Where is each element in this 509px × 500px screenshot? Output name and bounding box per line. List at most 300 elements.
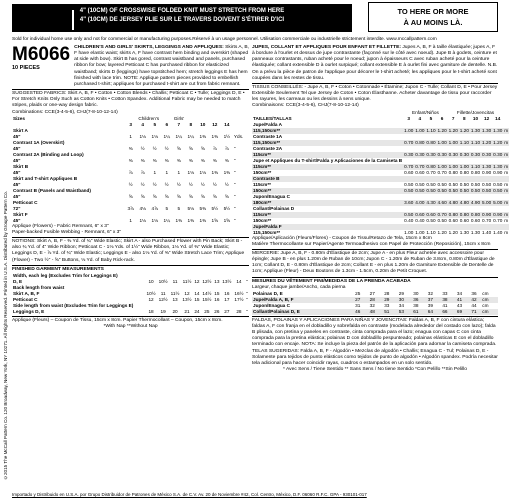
row-unit: m bbox=[504, 217, 509, 223]
table-cell: 0.50 bbox=[437, 181, 447, 187]
table-cell: 0.90 bbox=[482, 169, 492, 175]
row-unit: " bbox=[233, 145, 236, 151]
size-header: 3 bbox=[407, 115, 411, 121]
table-cell: 0.30 bbox=[426, 151, 436, 157]
row-unit: m bbox=[504, 199, 509, 205]
table-cell: 16 bbox=[214, 296, 220, 302]
table-cell: ⅝ bbox=[200, 193, 205, 199]
table-cell: ⅝ bbox=[176, 193, 181, 199]
table-cell: ½ bbox=[128, 181, 133, 187]
table-cell: 1.10 bbox=[426, 127, 436, 133]
row-unit: cm bbox=[481, 297, 498, 303]
row-label: Collant/Polainas D bbox=[253, 205, 295, 211]
table-cell: 0.60 bbox=[415, 169, 425, 175]
fr-nap-note: * Avec Sens / Tiene Sentido ** Sans Sens / No tiene Sentido *Con Pelillo **Sin Pelillo bbox=[283, 367, 467, 373]
table-cell: 14½ bbox=[202, 290, 212, 296]
table-cell: 0.50 bbox=[426, 181, 436, 187]
pattern-number: M6066 bbox=[12, 44, 71, 65]
table-cell: 0.30 bbox=[482, 151, 492, 157]
table-cell: 1½ bbox=[223, 133, 231, 139]
table-cell: 0.60 bbox=[404, 169, 414, 175]
table-cell: 15½ bbox=[202, 296, 212, 302]
table-cell: 11 bbox=[172, 278, 178, 284]
row-unit: " bbox=[233, 169, 236, 175]
table-cell: 1 bbox=[129, 217, 133, 223]
row-label: 45" bbox=[13, 169, 21, 175]
side-copyright bbox=[1, 40, 10, 480]
table-cell: 30 bbox=[413, 290, 419, 296]
table-cell: 0.40 bbox=[415, 217, 425, 223]
table-cell: 0.90 bbox=[482, 211, 492, 217]
table-cell: 1.30 bbox=[470, 127, 481, 133]
table-cell: 1.00 bbox=[459, 163, 469, 169]
table-cell: 36 bbox=[471, 290, 477, 296]
side-copyright-text: ©2015 The McCall Pattern Co. 120 Broadway, New York, NY 10271. All Rights Reserved. Printed in U.S.A. Distributed by Groupe Pattern Co. bbox=[3, 191, 8, 480]
table-cell: 41 bbox=[452, 297, 467, 303]
table-cell: 0.50 bbox=[415, 187, 425, 193]
row-label: Leggings D, E bbox=[13, 308, 45, 314]
table-cell: 1⅛ bbox=[151, 217, 158, 223]
table-cell: 4.80 bbox=[448, 199, 458, 205]
table-cell: 24 bbox=[194, 308, 200, 314]
size-header: 8 bbox=[189, 121, 193, 127]
table-cell: 0.60 bbox=[459, 217, 469, 223]
table-cell: ⅜ bbox=[176, 157, 181, 163]
table-cell: 1⅜ bbox=[187, 217, 195, 223]
table-cell: 1 bbox=[177, 169, 181, 175]
table-cell: 0.50 bbox=[482, 187, 492, 193]
table-cell: 42 bbox=[467, 297, 482, 303]
row-label: Contraste 2A bbox=[253, 145, 283, 151]
row-unit: " bbox=[245, 290, 248, 296]
table-cell: 1¼ bbox=[175, 133, 183, 139]
table-cell: 5.00 bbox=[493, 199, 503, 205]
row-unit: cm bbox=[481, 309, 498, 315]
gauge-end-line-1: TO HERE OR MORE bbox=[397, 7, 469, 16]
table-cell: 1.20 bbox=[493, 139, 503, 145]
table-cell: 1.00 bbox=[415, 229, 425, 235]
table-cell: 44 bbox=[471, 302, 477, 308]
table-cell: ⅜ bbox=[224, 157, 229, 163]
table-cell: 1⅜ bbox=[175, 217, 183, 223]
applique-req: Applique (Flowers) - Fabric Remnant, 6" x 3" bbox=[12, 223, 109, 229]
english-column bbox=[12, 45, 249, 330]
footer-importer: Importado y Distribuido en U.S.A. por Grupo Distribuidor de Patrones de México S.A. de C.V. Av. 20 de Noviembre #42, Col. Centro, México, D.F. 06060 R.F.C. GPA - 930101-017 bbox=[12, 492, 367, 497]
finished-title: FINISHED GARMENT MEASUREMENTS bbox=[12, 266, 104, 272]
table-cell: 61 bbox=[409, 309, 424, 315]
row-label: Back length from waist bbox=[13, 284, 65, 290]
table-cell: 14 bbox=[236, 278, 242, 284]
table-cell: 21 bbox=[184, 308, 190, 314]
table-cell: 0.60 bbox=[470, 217, 481, 223]
table-cell: 13 bbox=[214, 278, 220, 284]
row-label: 115,150cm** bbox=[253, 229, 281, 235]
row-label: 150cm** bbox=[253, 217, 272, 223]
table-cell: 12½ bbox=[158, 296, 168, 302]
row-unit: m bbox=[504, 187, 509, 193]
french-note: Applique (Fleurs) – Coupon de Tissu, 15cm x 8cm. Papier Thermocollant – Coupon, 15cm x 8cm. bbox=[12, 317, 223, 323]
size-header: 12 bbox=[212, 121, 218, 127]
table-cell: 11 bbox=[160, 290, 166, 296]
table-cell: 53 bbox=[394, 309, 409, 315]
fr-title: JUPES, COLLANT ET APPLIQUES POUR ENFANT ET FILLETTE: bbox=[252, 45, 401, 50]
table-cell: 0.70 bbox=[426, 169, 436, 175]
table-cell: 0.50 bbox=[404, 187, 414, 193]
table-cell: 0.50 bbox=[459, 181, 469, 187]
table-cell: 0.70 bbox=[415, 163, 425, 169]
table-cell: ⅞ bbox=[224, 145, 229, 151]
table-cell: 12 bbox=[194, 278, 200, 284]
fr-measures-table bbox=[252, 291, 498, 315]
table-cell: 64 bbox=[423, 309, 438, 315]
row-label: 115cm** bbox=[252, 212, 403, 218]
table-cell: 41 bbox=[442, 302, 448, 308]
row-unit: " bbox=[233, 205, 236, 211]
table-cell: ½ bbox=[176, 181, 181, 187]
size-header: 7 bbox=[177, 121, 181, 127]
size-header: 5 bbox=[153, 121, 157, 127]
table-cell: 0.50 bbox=[448, 187, 458, 193]
table-cell: ½ bbox=[224, 181, 229, 187]
table-cell: 69 bbox=[452, 309, 467, 315]
table-cell: ½ bbox=[152, 145, 157, 151]
sizes-label: Sizes bbox=[13, 115, 25, 121]
size-header: 8 bbox=[463, 115, 466, 121]
table-cell: 0.30 bbox=[448, 151, 458, 157]
table-cell: ⅞ bbox=[140, 169, 145, 175]
table-cell: 38 bbox=[438, 297, 453, 303]
table-cell: 0.70 bbox=[482, 217, 492, 223]
table-cell: 1.40 bbox=[482, 229, 492, 235]
pattern-id bbox=[12, 45, 70, 88]
table-cell: 0.30 bbox=[493, 151, 503, 157]
row-label: D, E bbox=[13, 278, 23, 284]
table-cell: 36 bbox=[409, 297, 424, 303]
table-cell: 11½ bbox=[182, 278, 192, 284]
row-unit: m bbox=[504, 169, 509, 175]
row-label: Contrast 2A (Binding and Loop) bbox=[13, 151, 84, 157]
table-cell: 15 bbox=[214, 290, 220, 296]
table-cell: 28 bbox=[384, 290, 390, 296]
table-cell: 0.50 bbox=[437, 217, 447, 223]
table-cell: 19 bbox=[160, 308, 166, 314]
table-cell: 1.00 bbox=[415, 127, 425, 133]
table-cell: ⅝ bbox=[164, 193, 169, 199]
table-cell: 4.00 bbox=[415, 199, 425, 205]
table-cell: 0.90 bbox=[493, 169, 503, 175]
table-cell: ⅜ bbox=[188, 157, 193, 163]
table-cell: 1⅜ bbox=[223, 169, 231, 175]
size-header: 6 bbox=[165, 121, 169, 127]
table-cell: 1.00 bbox=[448, 139, 458, 145]
row-unit: " bbox=[233, 217, 236, 223]
fr-applique: Applique/Aplicación (Fleurs/Flores) - Coupon de Tissu/Retazo de Tela, 15cm x 8cm bbox=[252, 235, 432, 241]
yardage-table bbox=[12, 116, 249, 224]
table-cell: 0.80 bbox=[426, 163, 436, 169]
row-unit: " bbox=[233, 181, 236, 187]
row-unit: " bbox=[233, 193, 236, 199]
pattern-pieces: 10 PIECES bbox=[12, 65, 40, 71]
table-cell: 1.20 bbox=[459, 127, 469, 133]
table-cell: 0.50 bbox=[448, 181, 458, 187]
table-cell: 0.80 bbox=[448, 211, 458, 217]
table-cell: 1.10 bbox=[470, 163, 481, 169]
size-header: 14 bbox=[495, 115, 501, 121]
size-header: 4 bbox=[141, 121, 145, 127]
usage-notice: Sold for individual home use only and not for commercial or manufacturing purposes.Réservé à un usage personnel. Utilisation commerciale ou industrielle strictement interdite. www.mccallpattern.com bbox=[12, 37, 437, 42]
row-unit: Yds. bbox=[233, 133, 244, 139]
girls-label: Girls' bbox=[173, 115, 185, 121]
table-cell: 0.50 bbox=[415, 181, 425, 187]
row-label: 115cm** bbox=[253, 181, 271, 187]
table-cell: 1.10 bbox=[459, 139, 469, 145]
fr-mercerie: MERCERIE: Jupe A, B, F - 0.80m d'Élastique de 2cm; Jupe A - en plus Fleur achetée avec accessoire pour épingle; Jupe B - en plus 1.20m de Ruban de 10cm; Jupon C - 1.20m de Ruban de 3.8cm, 0.80m d'Élastique de 1cm; Collant D, E - 0.80m d'Élastique de 2cm; Collant E - en plus 1.20m de Garniture Extensible de Dentelle de 1cm; Applique (Fleur) - Deux Boutons de 1.3cm - 1.5cm, 0.20m de Petit Croquet. bbox=[252, 250, 495, 275]
table-cell: 46 bbox=[350, 309, 365, 315]
table-cell: 1.20 bbox=[482, 139, 492, 145]
table-cell: 0.50 bbox=[470, 187, 481, 193]
table-cell: 0.60 bbox=[448, 217, 458, 223]
table-cell: 0.30 bbox=[404, 151, 414, 157]
row-label: 72" bbox=[13, 205, 21, 211]
table-cell: 0.90 bbox=[493, 211, 503, 217]
fr-desc: Jupes A, B, F à taille élastiquée; jupes A, F à bordure à l'ourlet et dessus de jupe contrastante (façonné sur le côté avec noeud). Jupe B à godets, ceinture et panneaux contrastants, ruban acheté pour le noeud; jupon à épaisseurs C avec ruban acheté pour la ceinture élastiquée; collant extensible D à ourlet surpiqué; collant extensible E à ourlet fini avec garniture de dentelle. N.B. On a prévu la pièce de patron de l'applique pour décorer le t-shirt acheté; les appliques pour le t-shirt acheté sont coupées dans les restes de tissu. bbox=[252, 45, 498, 81]
row-label: 115cm** bbox=[252, 164, 403, 170]
table-cell: 3⅞ bbox=[127, 205, 134, 211]
paper-req: Paper-backed Fusible Webbing - Remnant, 6" x 3" bbox=[12, 229, 122, 235]
table-cell: ⅝ bbox=[188, 193, 193, 199]
row-label: Petticoat C bbox=[13, 296, 38, 302]
table-cell: 32 bbox=[427, 290, 434, 296]
row-unit: m bbox=[504, 211, 509, 217]
table-cell: 1⅛ bbox=[151, 133, 158, 139]
row-label: Jupon/Enagua C bbox=[253, 193, 290, 199]
table-cell: 1.00 bbox=[437, 163, 447, 169]
table-cell: 1.10 bbox=[426, 229, 436, 235]
table-cell: ½ bbox=[164, 181, 169, 187]
pattern-description bbox=[74, 45, 249, 88]
table-cell: 4⅛ bbox=[139, 205, 146, 211]
table-cell: 0.70 bbox=[437, 169, 447, 175]
table-cell: 0.60 bbox=[426, 211, 436, 217]
table-cell: ⅜ bbox=[152, 157, 157, 163]
table-cell: 0.80 bbox=[415, 139, 425, 145]
table-cell: 0.70 bbox=[404, 163, 414, 169]
table-cell: 0.30 bbox=[470, 151, 481, 157]
table-cell: ⅜ bbox=[212, 157, 217, 163]
french-spanish-column bbox=[252, 45, 509, 373]
table-cell: ⅝ bbox=[200, 145, 205, 151]
table-cell: 5 bbox=[177, 205, 181, 211]
pattern-title: CHILDREN'S AND GIRLS' SKIRTS, LEGGINGS AND APPLIQUES: bbox=[74, 45, 224, 50]
table-cell: 5⅛ bbox=[187, 205, 195, 211]
table-cell: 37 bbox=[423, 297, 438, 303]
table-cell: 0.50 bbox=[482, 181, 492, 187]
table-cell: 1.00 bbox=[448, 163, 458, 169]
row-label: Skirt A bbox=[13, 127, 28, 133]
table-cell: ⅝ bbox=[176, 145, 181, 151]
table-cell: ⅝ bbox=[128, 193, 133, 199]
table-cell: ½ bbox=[140, 145, 145, 151]
sizes-row-label: TAILLES/TALLAS bbox=[253, 115, 292, 121]
table-cell: 4⅞ bbox=[151, 205, 158, 211]
table-cell: ⅝ bbox=[224, 193, 229, 199]
children-label: Children's bbox=[138, 115, 160, 121]
table-cell: 5½ bbox=[223, 205, 231, 211]
row-label: Contrast B (Panels and Waistband) bbox=[13, 187, 91, 193]
row-unit: " bbox=[245, 308, 248, 314]
table-cell: 0.30 bbox=[437, 151, 447, 157]
table-cell: 34 bbox=[456, 290, 463, 296]
row-label: 115,150cm** bbox=[252, 128, 403, 134]
row-label: 45" bbox=[13, 157, 21, 163]
table-cell: 17 bbox=[224, 296, 230, 302]
size-header: 14 bbox=[224, 121, 230, 127]
table-cell: 1.00 bbox=[404, 127, 414, 133]
row-label: Skirt A, B, F bbox=[13, 290, 40, 296]
table-cell: 18 bbox=[148, 308, 154, 314]
table-cell: 27 bbox=[224, 308, 230, 314]
table-cell: 4.80 bbox=[459, 199, 469, 205]
size-header: 10 bbox=[200, 121, 206, 127]
table-cell: 0.50 bbox=[493, 187, 503, 193]
table-cell: 0.50 bbox=[404, 181, 414, 187]
table-cell: 25 bbox=[355, 290, 361, 296]
table-cell: ½ bbox=[200, 181, 205, 187]
table-cell: 1⅜ bbox=[211, 169, 219, 175]
row-label: 115cm** bbox=[252, 152, 403, 158]
table-cell: 10 bbox=[148, 278, 154, 284]
row-unit: " bbox=[245, 278, 248, 284]
table-cell: ⅜ bbox=[164, 157, 169, 163]
table-cell: 10½ bbox=[146, 290, 156, 296]
stretch-gauge-banner bbox=[12, 2, 498, 36]
table-cell: 31 bbox=[355, 302, 361, 308]
nap-note: *With Nap **Without Nap bbox=[103, 323, 158, 329]
es-telas: TELAS SUGERIDAS: Falda A, B, F - Algodón • Mezclas de algodón • Challis; Enagua C - Tul; Polainas D, E - Solamente para tejidos de punto elásticos como tejidos de punto de algodón • Algodón spandex. Podría necesitar tela adicional para hacer coincidir rayas, cuadros o estampados en un solo sentido. bbox=[252, 348, 498, 366]
table-cell: 1⅜ bbox=[211, 133, 219, 139]
table-cell: 26 bbox=[214, 308, 220, 314]
row-unit: cm bbox=[482, 302, 489, 308]
size-header: 3 bbox=[129, 121, 133, 127]
row-label: Side length from waist (Excludes Trim for Leggings E) bbox=[13, 302, 134, 308]
table-cell: 0.50 bbox=[470, 181, 481, 187]
row-label: Skirt B bbox=[13, 163, 29, 169]
table-cell: 34 bbox=[398, 302, 404, 308]
suggested-fabrics: SUGGESTED FABRICS: Skirt A, B, F • Cotton • Cotton Blends • Challis; Petticoat C • Tulle; Leggings D, E • For Stretch Knits Only Such as Cotton Knits • Cotton Spandex. Additional Fabric may be needed to match stripes, plaids or one-way design fabric. bbox=[12, 91, 245, 109]
table-cell: ⅝ bbox=[152, 193, 157, 199]
table-cell: 1.30 bbox=[482, 163, 492, 169]
table-cell: 27 bbox=[350, 297, 365, 303]
table-cell: 0.50 bbox=[426, 217, 436, 223]
size-header: 6 bbox=[440, 115, 444, 121]
table-cell: 38 bbox=[413, 302, 419, 308]
row-label: Petticoat C bbox=[13, 199, 38, 205]
table-cell: 1 bbox=[153, 169, 157, 175]
table-cell: 1.20 bbox=[437, 127, 447, 133]
table-cell: 1.40 bbox=[493, 229, 503, 235]
gauge-start-box bbox=[12, 10, 74, 30]
table-cell: 1.30 bbox=[493, 127, 503, 133]
table-cell: 1.30 bbox=[482, 127, 492, 133]
table-cell: 12 bbox=[184, 290, 190, 296]
table-cell: 1⅝ bbox=[223, 217, 231, 223]
table-cell: 28 bbox=[365, 297, 380, 303]
table-cell: 0.80 bbox=[426, 139, 436, 145]
table-cell: 0.40 bbox=[404, 217, 414, 223]
stretch-gauge-bar bbox=[12, 4, 352, 32]
table-cell: 0.50 bbox=[459, 187, 469, 193]
table-cell: 1⅜ bbox=[199, 133, 207, 139]
table-cell: 20 bbox=[172, 308, 178, 314]
table-cell: 4.60 bbox=[437, 199, 447, 205]
gauge-line-1: 4" (10CM) OF CROSSWISE FOLDED KNIT MUST STRETCH FROM HERE bbox=[79, 8, 285, 14]
row-label: Collant/Polainas D, E bbox=[252, 309, 350, 315]
table-cell: 48 bbox=[365, 309, 380, 315]
table-cell: 0.30 bbox=[415, 151, 425, 157]
table-cell: 1.30 bbox=[459, 229, 469, 235]
table-cell: 11½ bbox=[170, 290, 180, 296]
size-header: 4 bbox=[418, 115, 422, 121]
table-cell: 1¼ bbox=[163, 217, 171, 223]
table-cell: 51 bbox=[380, 309, 395, 315]
row-unit: cm bbox=[482, 290, 489, 296]
table-cell: 0.30 bbox=[459, 151, 469, 157]
table-cell: 1¼ bbox=[163, 133, 171, 139]
row-label: Jupe/Falda A bbox=[253, 121, 282, 127]
table-row bbox=[12, 309, 249, 315]
row-label: Jupe/Falda A, B, F bbox=[252, 297, 350, 303]
row-unit: " bbox=[245, 296, 248, 302]
enfant-label: Enfant/Niños bbox=[412, 109, 439, 115]
table-cell: 1.20 bbox=[448, 127, 458, 133]
table-cell: 16½ bbox=[234, 290, 244, 296]
table-cell: 16 bbox=[224, 290, 230, 296]
notions: NOTIONS: Skirt A, B, F - ⅜ Yd. of ¾" Wide Elastic; Skirt A - also Purchased Flower with Pin Back; Skirt B - also ¾ Yd. of 4" Wide Ribbon; Petticoat C - 1⅛ Yds. of 1½" Wide Ribbon, 1⅛ Yd. of ⅜" Wide Elastic; Leggings D, E - ⅞ Yd. of ¾" Wide Elastic; Leggings E - also 1⅛ Yd. of ⅜" Wide Stretch Lace Trim; Applique (Flower) - Two ½" - ⅝" Buttons, ⅛ Yd. of Baby Rick-rack. bbox=[12, 239, 245, 263]
table-cell: 0.50 bbox=[493, 181, 503, 187]
table-cell: 43 bbox=[456, 302, 463, 308]
table-cell: 1.10 bbox=[470, 139, 481, 145]
table-row bbox=[252, 309, 498, 315]
table-cell: 0.80 bbox=[459, 211, 469, 217]
table-cell: ⅜ bbox=[128, 145, 133, 151]
table-cell: 1.20 bbox=[437, 229, 447, 235]
table-cell: 28 bbox=[236, 308, 242, 314]
gauge-end-box bbox=[368, 2, 498, 32]
metric-table bbox=[252, 110, 509, 236]
table-cell: 14 bbox=[194, 290, 200, 296]
table-cell: 0.80 bbox=[448, 169, 458, 175]
table-cell: 12 bbox=[148, 296, 154, 302]
table-cell: 27 bbox=[369, 290, 375, 296]
table-cell: ⅜ bbox=[140, 157, 145, 163]
table-cell: 0.50 bbox=[437, 187, 447, 193]
row-label: Polainas D, E bbox=[253, 290, 283, 296]
row-label: 150cm** bbox=[253, 169, 272, 175]
table-cell: 0.70 bbox=[437, 211, 447, 217]
combinations: Combinations: CCE(3-4-5-6), CHJ(7-8-10-12-14) bbox=[12, 109, 118, 115]
fillette-label: Fillette/Jovencitas bbox=[456, 109, 495, 115]
table-cell: 13 bbox=[172, 296, 178, 302]
row-label: Jupe/Falda F bbox=[252, 224, 403, 230]
table-cell: 4.90 bbox=[470, 199, 481, 205]
table-cell: ½ bbox=[188, 181, 193, 187]
table-cell: 0.80 bbox=[470, 169, 481, 175]
table-cell: 1⅜ bbox=[199, 217, 207, 223]
table-cell: 0.70 bbox=[404, 139, 414, 145]
table-cell: ½ bbox=[140, 181, 145, 187]
table-cell: 5½ bbox=[211, 205, 219, 211]
row-label: 45" bbox=[13, 133, 21, 139]
